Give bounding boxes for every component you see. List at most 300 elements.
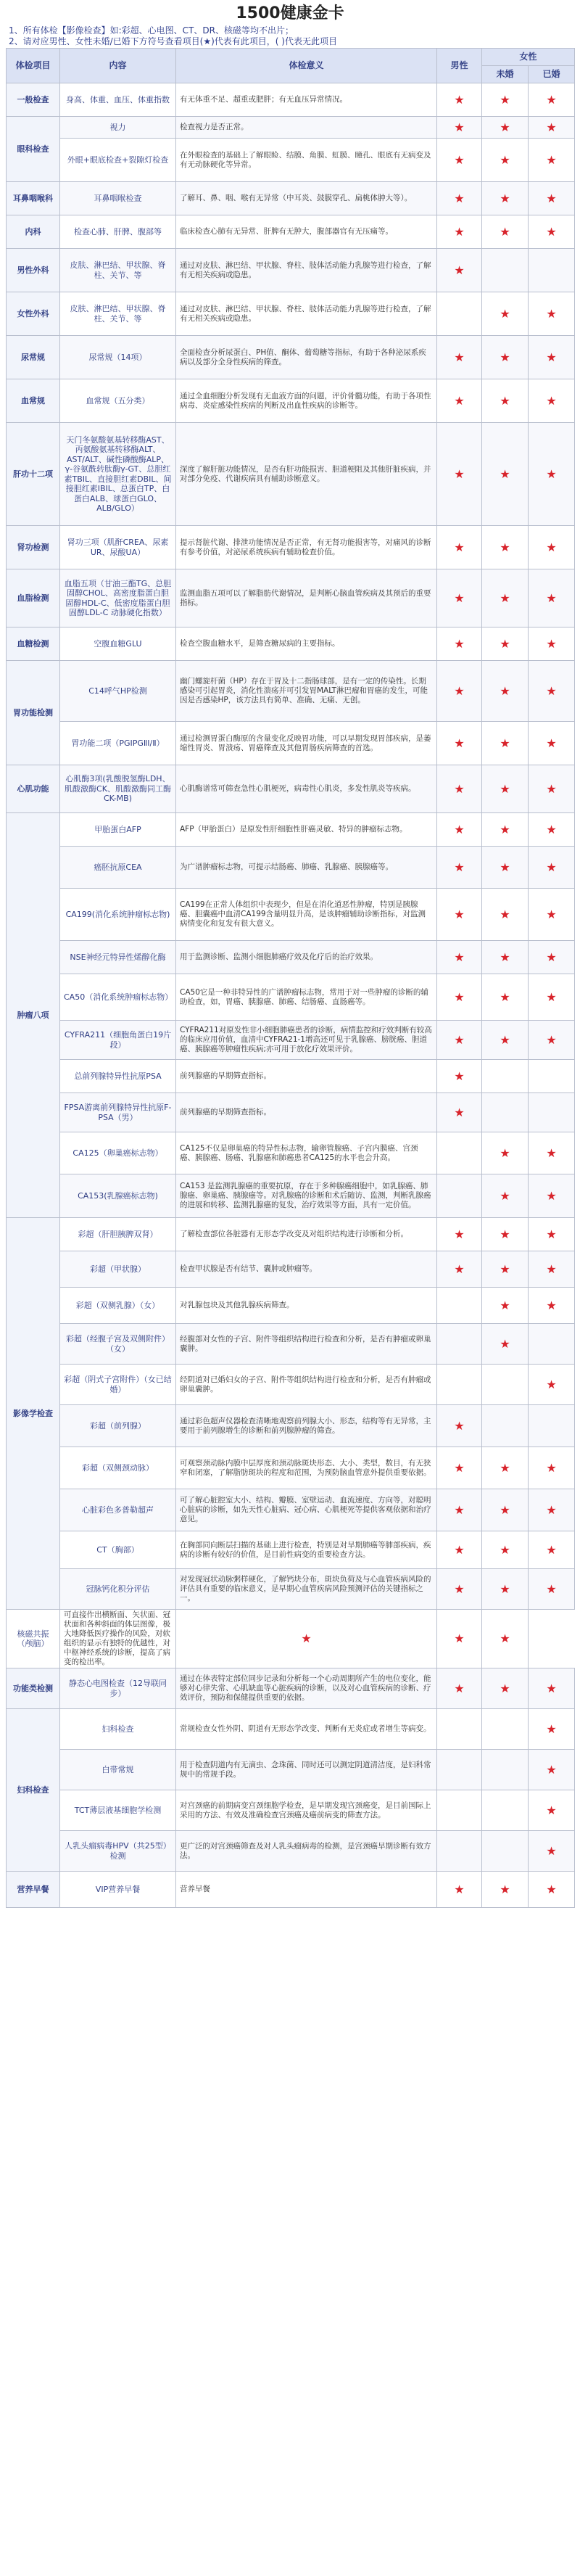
star-icon: ★ [454,636,465,651]
header-married: 已婚 [529,66,575,83]
row-content: 人乳头瘤病毒HPV（共25型）检测 [60,1831,176,1872]
row-meaning: 用于监测诊断、监测小细胞肺癌疗效及化疗后的治疗效果。 [176,941,437,974]
unmarried-mark [482,526,529,569]
married-mark [529,722,575,765]
married-mark [529,1060,575,1093]
unmarried-mark [482,379,529,423]
married-mark [529,336,575,379]
row-content: 白带常规 [60,1750,176,1790]
star-icon: ★ [546,466,557,481]
row-meaning: 全面检查分析尿蛋白、PH值、酮体、葡萄糖等指标，有助于各种泌尿系疾病以及部分全身性疾病的筛查。 [176,336,437,379]
star-icon: ★ [454,1502,465,1517]
row-content: 彩超（前列腺） [60,1405,176,1447]
male-mark [437,423,482,526]
star-icon: ★ [500,1581,510,1596]
married-mark [529,941,575,974]
table-row [7,423,575,526]
unmarried-mark [482,889,529,941]
star-icon: ★ [500,393,510,408]
male-mark [437,941,482,974]
row-meaning: 通过对皮肤、淋巴结、甲状腺、脊柱、肢体活动能力乳腺等进行检查，了解有无相关疾病或隐患。 [176,292,437,336]
married-mark [529,1405,575,1447]
row-category: 肝功十二项 [7,423,60,526]
star-icon: ★ [454,1460,465,1475]
married-mark [529,1132,575,1174]
star-icon: ★ [546,1843,557,1858]
row-category: 尿常规 [7,336,60,379]
male-mark [437,1531,482,1569]
unmarried-mark [482,1218,529,1251]
row-category: 内科 [7,215,60,249]
row-content: NSE神经元特异性烯醇化酶 [60,941,176,974]
star-icon: ★ [500,950,510,964]
table-row [7,974,575,1021]
star-icon: ★ [454,1542,465,1557]
star-icon: ★ [454,350,465,364]
row-content: FPSA游离前列腺特异性抗原F-PSA（男） [60,1093,176,1132]
row-content: 视力 [60,117,176,139]
row-content: CA50（消化系统肿瘤标志物） [60,974,176,1021]
unmarried-mark [482,249,529,292]
table-row [7,1447,575,1489]
table-row [7,569,575,627]
header-meaning: 体检意义 [176,49,437,83]
star-icon: ★ [500,92,510,107]
table-row [7,379,575,423]
row-content: 天门冬氨酸氨基转移酶AST、丙氨酸氨基转移酶ALT、AST/ALT、碱性磷酸酶ALP、γ-谷氨酰转肽酶γ-GT、总胆红素TBIL、直接胆红素DBIL、间接胆红素IBIL、总蛋白TP、白蛋白ALB、球蛋白GLO、ALB/GLO） [60,423,176,526]
star-icon: ★ [546,1227,557,1241]
star-icon: ★ [500,736,510,750]
unmarried-mark [482,661,529,722]
unmarried-mark [482,1790,529,1831]
star-icon: ★ [500,590,510,605]
table-row [7,1489,575,1531]
male-mark [437,1060,482,1093]
unmarried-mark [482,974,529,1021]
star-icon: ★ [546,636,557,651]
row-meaning: 对宫颈癌的前期病变宫颈细胞学检查，是早期发现宫颈癌变，是目前国际上采用的方法、有效及准确检查宫颈癌及癌前病变的筛查方法。 [176,1790,437,1831]
unmarried-mark [482,1750,529,1790]
star-icon: ★ [546,907,557,921]
row-content: 外眼+眼底检查+裂隙灯检查 [60,139,176,182]
married-mark [529,1709,575,1750]
row-meaning: 对发现冠状动脉粥样硬化，了解钙块分布，斑块负荷及与心血管疾病风险的评估具有重要的临床意义，是早期心血管疾病风险预测评估的关键指标之一。 [176,1569,437,1610]
male-mark [437,117,482,139]
table-row [7,1174,575,1218]
male-mark [437,627,482,661]
male-mark [437,1174,482,1218]
row-meaning: 可了解心脏腔室大小、结构、瓣膜、室壁运动、血流速度、方向等，对聪明心脏病的诊断，如先天性心脏病、冠心病、心肌梗死等提供客观依据和治疗意见。 [176,1489,437,1531]
row-meaning: 心肌酶谱常可筛查急性心肌梗死，病毒性心肌炎，多发性肌炎等疾病。 [176,765,437,813]
married-mark [529,889,575,941]
row-category: 肿瘤八项 [7,813,60,1218]
unmarried-mark [482,722,529,765]
row-content: 检查心肺、肝脾、腹部等 [60,215,176,249]
star-icon: ★ [301,1631,312,1646]
row-meaning: AFP（甲胎蛋白）是原发性肝细胞性肝癌灵敏、特异的肿瘤标志物。 [176,813,437,847]
row-meaning: 检查空腹血糖水平，是筛查糖尿病的主要指标。 [176,627,437,661]
star-icon: ★ [454,907,465,921]
row-meaning: 了解检查部位各脏器有无形态学改变及对组织结构进行诊断和分析。 [176,1218,437,1251]
male-mark [437,765,482,813]
table-row [7,1610,575,1668]
row-content: 血脂五项（甘油三酯TG、总胆固醇CHOL、高密度脂蛋白胆固醇HDL-C、低密度脂蛋白胆固醇LDL-C 动脉硬化指数） [60,569,176,627]
table-row [7,847,575,889]
row-content: 空腹血糖GLU [60,627,176,661]
married-mark [529,1093,575,1132]
table-row [7,661,575,722]
star-icon: ★ [454,1681,465,1695]
married-mark [529,292,575,336]
married-mark [529,1489,575,1531]
star-icon: ★ [546,540,557,554]
star-icon: ★ [500,781,510,796]
row-content: 皮肤、淋巴结、甲状腺、脊柱、关节、等 [60,249,176,292]
row-content: CA125（卵巢癌标志物） [60,1132,176,1174]
row-category: 血脂检测 [7,569,60,627]
star-icon: ★ [500,989,510,1004]
star-icon: ★ [546,1542,557,1557]
male-mark [437,83,482,117]
married-mark [529,1218,575,1251]
star-icon: ★ [500,224,510,239]
row-content: CA199(消化系统肿瘤标志物) [60,889,176,941]
male-mark [437,1709,482,1750]
row-category: 肾功检测 [7,526,60,569]
star-icon: ★ [546,1681,557,1695]
unmarried-mark [482,1872,529,1908]
star-icon: ★ [454,393,465,408]
row-meaning: 更广泛的对宫颈癌筛查及对人乳头瘤病毒的检测，是宫颈癌早期诊断有效方法。 [176,1831,437,1872]
star-icon: ★ [454,120,465,134]
star-icon: ★ [454,1418,465,1433]
unmarried-mark [482,1668,529,1709]
table-row [7,1709,575,1750]
male-mark [437,722,482,765]
star-icon: ★ [500,822,510,836]
star-icon: ★ [546,92,557,107]
married-mark [529,765,575,813]
row-content: 彩超（双侧乳腺）（女） [60,1288,176,1324]
table-row [7,336,575,379]
row-content: 皮肤、淋巴结、甲状腺、脊柱、关节、等 [60,292,176,336]
unmarried-mark [482,941,529,974]
table-row [7,1668,575,1709]
unmarried-mark [482,336,529,379]
row-meaning: 深度了解肝脏功能情况，是否有肝功能损害、胆道梗阻及其他肝脏疾病，并对部分免疫、代谢疾病具有辅助诊断意义。 [176,423,437,526]
married-mark [529,215,575,249]
row-category: 一般检查 [7,83,60,117]
married-mark [529,1251,575,1288]
married-mark [529,1831,575,1872]
row-meaning: CA50它是一种非特异性的广谱肿瘤标志物，常用于对一些肿瘤的诊断的辅助检查，如，胃癌、胰腺癌、肺癌、结肠癌、直肠癌等。 [176,974,437,1021]
unmarried-mark [482,83,529,117]
star-icon: ★ [546,1762,557,1777]
star-icon: ★ [454,736,465,750]
row-meaning: 通过彩色超声仪器检查清晰地观察前列腺大小、形态，结构等有无异常，主要用于前列腺增生的诊断和前列腺肿瘤的筛查。 [176,1405,437,1447]
unmarried-mark [482,139,529,182]
table-row [7,249,575,292]
star-icon: ★ [500,1681,510,1695]
unmarried-mark [437,1610,482,1668]
row-meaning: 可观察颈动脉内膜中层厚度和颈动脉斑块形态、大小、类型，数目，有无狭窄和闭塞，了解脂肪斑块的程度和范围，为预防脑血管意外提供重要依据。 [176,1447,437,1489]
table-body [7,83,575,1908]
male-mark [437,292,482,336]
table-row [7,813,575,847]
male-mark [437,1569,482,1610]
row-content: 血常规（五分类） [60,379,176,423]
married-mark [529,1324,575,1365]
male-mark [437,1668,482,1709]
male-mark [437,1447,482,1489]
unmarried-mark [482,1174,529,1218]
unmarried-mark [482,1324,529,1365]
male-mark [437,1489,482,1531]
row-content: 彩超（经腹子宫及双侧附件）（女） [60,1324,176,1365]
row-meaning: 营养早餐 [176,1872,437,1908]
row-meaning: 检查视力是否正常。 [176,117,437,139]
married-mark [529,627,575,661]
male-mark [437,1132,482,1174]
table-row [7,117,575,139]
row-meaning: 通过检测胃蛋白酶原的含量变化反映胃功能，可以早期发现胃部疾病，是萎缩性胃炎、胃溃疡、胃癌筛查及其他胃肠疾病筛查的首选。 [176,722,437,765]
row-meaning: 用于检查阴道内有无滴虫、念珠菌、同时还可以测定阴道清洁度，是妇科常规中的常规手段。 [176,1750,437,1790]
star-icon: ★ [546,152,557,167]
star-icon: ★ [500,466,510,481]
row-category: 功能类检测 [7,1668,60,1709]
table-row [7,1790,575,1831]
male-mark [437,336,482,379]
row-meaning: 对乳腺包块及其他乳腺疾病筛查。 [176,1288,437,1324]
row-meaning: 通过在体表特定部位同步记录和分析每一个心动周期所产生的电位变化，能够对心律失常、心肌缺血等心脏疾病的诊断，以及对心血管疾病的诊断、疗效评价，预防和保健提供重要的依据。 [176,1668,437,1709]
star-icon: ★ [546,989,557,1004]
male-mark [176,1610,437,1668]
unmarried-mark [482,1831,529,1872]
row-content: CT（胸部） [60,1531,176,1569]
star-icon: ★ [454,1631,465,1646]
married-mark [529,1668,575,1709]
star-icon: ★ [546,1377,557,1391]
row-category: 影像学检查 [7,1218,60,1610]
table-row [7,139,575,182]
row-content: C14呼气HP检测 [60,661,176,722]
star-icon: ★ [454,1032,465,1047]
row-category: 耳鼻咽喉科 [7,182,60,215]
row-content: 彩超（双侧颈动脉） [60,1447,176,1489]
unmarried-mark [482,1093,529,1132]
star-icon: ★ [500,1336,510,1351]
male-mark [437,215,482,249]
male-mark [437,1288,482,1324]
header-unmarried: 未婚 [482,66,529,83]
star-icon: ★ [454,989,465,1004]
married-mark [529,1569,575,1610]
header-row-1 [7,49,575,66]
table-row [7,1750,575,1790]
table-row [7,292,575,336]
unmarried-mark [482,117,529,139]
married-mark [529,1021,575,1060]
male-mark [437,1093,482,1132]
row-content: TCT薄层液基细胞学检测 [60,1790,176,1831]
star-icon: ★ [546,306,557,321]
married-mark [529,1872,575,1908]
unmarried-mark [482,1060,529,1093]
star-icon: ★ [454,781,465,796]
row-content: 身高、体重、血压、体重指数 [60,83,176,117]
notes [6,25,574,48]
star-icon: ★ [454,92,465,107]
unmarried-mark [482,1021,529,1060]
male-mark [437,813,482,847]
male-mark [437,661,482,722]
star-icon: ★ [546,393,557,408]
star-icon: ★ [546,822,557,836]
star-icon: ★ [500,152,510,167]
note-line: 2、请对应男性、女性未婚/已婚下方符号查看项目(★)代表有此项目，( )代表无此项目 [9,36,337,46]
star-icon: ★ [546,1502,557,1517]
row-content: 耳鼻咽喉检查 [60,182,176,215]
star-icon: ★ [546,1721,557,1736]
married-mark [529,1447,575,1489]
star-icon: ★ [454,1069,465,1083]
row-meaning: 经阴道对已婚妇女的子宫、附件等组织结构进行检查和分析，是否有肿瘤或卵巢囊肿。 [176,1365,437,1405]
male-mark [437,569,482,627]
married-mark [529,661,575,722]
table-row [7,182,575,215]
row-meaning: 检查甲状腺是否有结节、囊肿或肿瘤等。 [176,1251,437,1288]
unmarried-mark [482,1569,529,1610]
star-icon: ★ [546,191,557,205]
star-icon: ★ [546,736,557,750]
table-row [7,1218,575,1251]
table-row [7,1324,575,1365]
star-icon: ★ [454,191,465,205]
male-mark [437,182,482,215]
star-icon: ★ [546,1032,557,1047]
row-content: 冠脉钙化积分评估 [60,1569,176,1610]
unmarried-mark [482,182,529,215]
unmarried-mark [482,423,529,526]
star-icon: ★ [546,1145,557,1160]
row-category: 妇科检查 [7,1709,60,1872]
star-icon: ★ [500,1502,510,1517]
male-mark [437,1831,482,1872]
table-row [7,1405,575,1447]
unmarried-mark [482,1447,529,1489]
married-mark [529,83,575,117]
star-icon: ★ [546,120,557,134]
male-mark [437,1750,482,1790]
star-icon: ★ [546,1581,557,1596]
row-category: 眼科检查 [7,117,60,182]
row-category: 男性外科 [7,249,60,292]
star-icon: ★ [500,191,510,205]
unmarried-mark [482,292,529,336]
star-icon: ★ [546,683,557,698]
star-icon: ★ [546,1460,557,1475]
row-content: 肾功三项（肌酐CREA、尿素UR、尿酸UA） [60,526,176,569]
row-meaning: 在外眼检查的基础上了解眼睑、结膜、角膜、虹膜、瞳孔、眼底有无病变及有无动脉硬化等异常。 [176,139,437,182]
male-mark [437,889,482,941]
star-icon: ★ [454,950,465,964]
row-category: 心肌功能 [7,765,60,813]
married-mark [529,117,575,139]
row-meaning: 提示肾脏代谢、排泄功能情况是否正常，有无肾功能损害等，对痛风的诊断有参考价值，对泌尿系统疾病有辅助检查价值。 [176,526,437,569]
star-icon: ★ [500,1145,510,1160]
male-mark [437,1251,482,1288]
row-category: 胃功能检测 [7,661,60,765]
married-mark [529,1531,575,1569]
star-icon: ★ [546,224,557,239]
table-row [7,1288,575,1324]
table-row [7,1831,575,1872]
married-mark [529,423,575,526]
male-mark [437,526,482,569]
row-meaning: CA153 是监测乳腺癌的重要抗原，存在于多种腺癌细胞中，如乳腺癌、肺腺癌、卵巢癌、胰腺癌等。对乳腺癌的诊断和术后随访、监测，判断乳腺癌的进展和转移、监测乳腺癌的复发，治疗效果等方面，具有一定价值。 [176,1174,437,1218]
unmarried-mark [482,627,529,661]
unmarried-mark [482,1709,529,1750]
page-title: 1500健康金卡 [236,4,344,22]
star-icon: ★ [500,683,510,698]
table-row [7,1569,575,1610]
married-mark [529,1790,575,1831]
married-mark [529,813,575,847]
star-icon: ★ [500,1262,510,1276]
row-content: VIP营养早餐 [60,1872,176,1908]
row-content: 彩超（阴式子宫附件）（女已结婚） [60,1365,176,1405]
star-icon: ★ [546,1262,557,1276]
married-mark [529,974,575,1021]
row-meaning: 幽门螺旋杆菌（HP）存在于胃及十二指肠球部，是有一定的传染性。长期感染可引起胃炎，消化性溃疡并可引发胃MALT淋巴瘤和胃癌的发生，可能因是否感染HP，该方法具有简单、准确、无痛、无创。 [176,661,437,722]
unmarried-mark [482,569,529,627]
married-mark [529,569,575,627]
row-meaning: 可直接作出横断面、矢状面、冠状面和各种斜面的体层图像，极大地降低医疗操作的风险，对软组织的显示有独特的优越性，对中枢神经系统的诊断，提高了病变的检出率。 [60,1610,176,1668]
row-content: CYFRA211（细胞角蛋白19片段） [60,1021,176,1060]
unmarried-mark [482,215,529,249]
star-icon: ★ [546,1803,557,1817]
row-content: 尿常规（14项） [60,336,176,379]
male-mark [437,1365,482,1405]
star-icon: ★ [500,907,510,921]
row-category: 女性外科 [7,292,60,336]
star-icon: ★ [500,1882,510,1896]
married-mark [482,1610,529,1668]
unmarried-mark [482,1251,529,1288]
note-line: 1、所有体检【影像检查】如:彩超、心电图、CT、DR、核磁等均不出片； [9,25,294,36]
row-meaning: CA125不仅是卵巢癌的特异性标志物，输卵管腺癌、子宫内膜癌、宫颈癌、胰腺癌、肠癌、乳腺癌和肺癌患者CA125的水平也会升高。 [176,1132,437,1174]
star-icon: ★ [454,466,465,481]
star-icon: ★ [546,590,557,605]
row-content: 甲胎蛋白AFP [60,813,176,847]
male-mark [437,379,482,423]
exam-table [6,48,575,1908]
unmarried-mark [482,813,529,847]
star-icon: ★ [500,636,510,651]
male-mark [437,139,482,182]
star-icon: ★ [546,860,557,874]
table-row [7,1021,575,1060]
married-mark [529,1750,575,1790]
table-row [7,526,575,569]
row-meaning: CA199在正常人体组织中表现少，但是在消化道恶性肿瘤，特别是胰腺癌、胆囊癌中血清CA199含量明显升高，是该肿瘤辅助诊断指标，对监测病情变化和复发有很大意义。 [176,889,437,941]
married-mark [529,1288,575,1324]
unmarried-mark [482,765,529,813]
table-row [7,1251,575,1288]
married-mark [529,526,575,569]
row-category: 营养早餐 [7,1872,60,1908]
table-row [7,1872,575,1908]
